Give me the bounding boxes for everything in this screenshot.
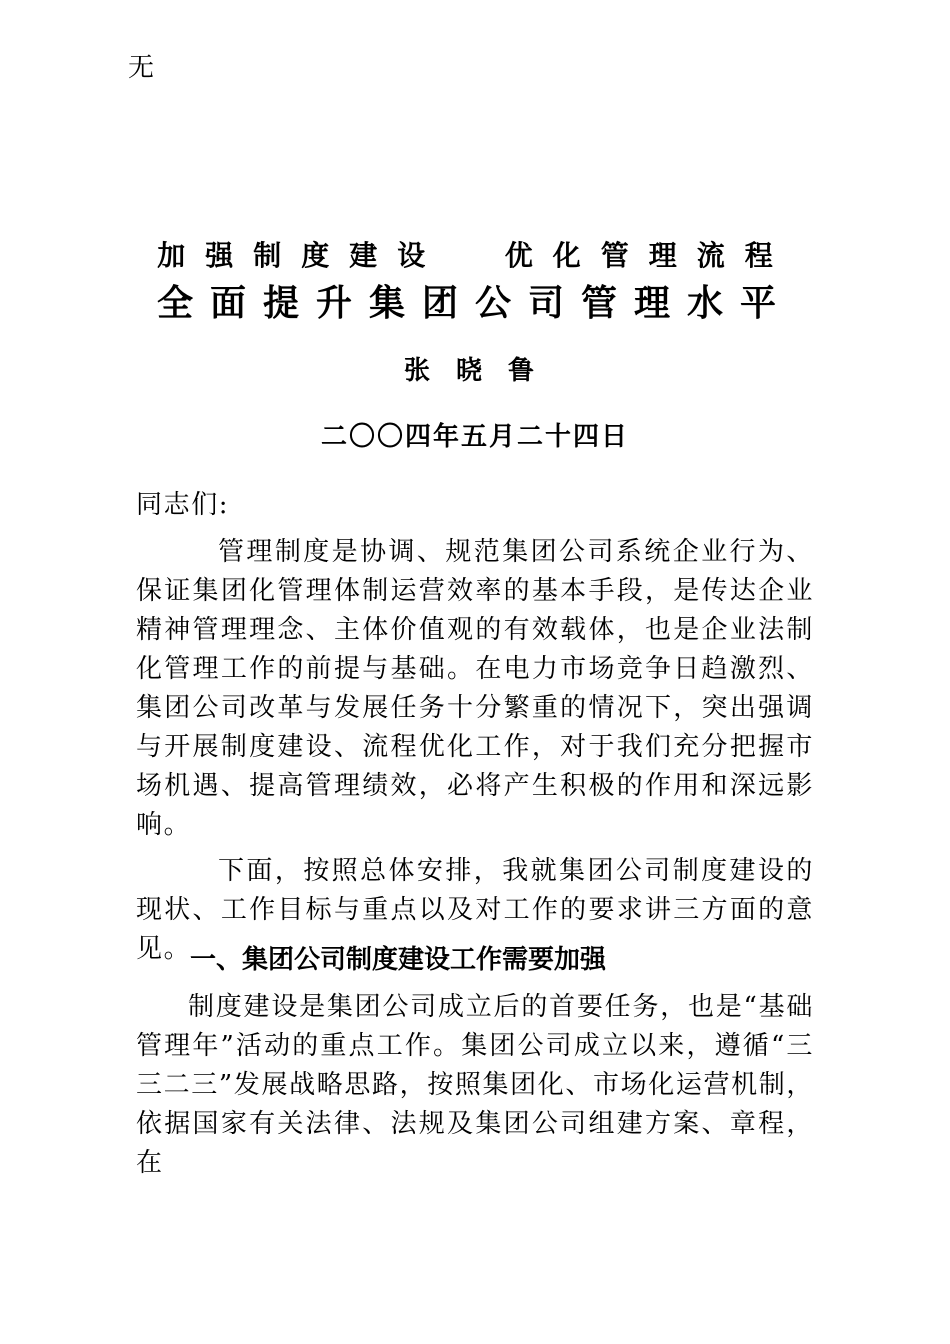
title-line-2: 全面提升集团公司管理水平 [156, 283, 793, 324]
section-paragraph: 制度建设是集团公司成立后的首要任务，也是“基础管理年”活动的重点工作。集团公司成立以来，遵循“三三二三”发展战略思路，按照集团化、市场化运营机制，依据国家有关法律、法规及集团公司组建方案、章程，在 [136, 992, 814, 1178]
greeting: 同志们: [136, 490, 230, 520]
title-line-1: 加强制度建设 优化管理流程 [157, 239, 793, 272]
header-mark: 无 [128, 53, 155, 83]
author-name: 张晓鲁 [403, 356, 560, 386]
body-paragraph-2: 下面，按照总体安排，我就集团公司制度建设的现状、工作目标与重点以及对工作的要求讲三方面的意见。 [136, 856, 814, 964]
body-paragraph-1: 管理制度是协调、规范集团公司系统企业行为、保证集团化管理体制运营效率的基本手段，是传达企业精神管理理念、主体价值观的有效载体，也是企业法制化管理工作的前提与基础。在电力市场竞争日趋激烈、集团公司改革与发展任务十分繁重的情况下，突出强调与开展制度建设、流程优化工作，对于我们充分把握市场机遇、提高管理绩效，必将产生积极的作用和深远影响。 [136, 537, 814, 840]
speech-date: 二〇〇四年五月二十四日 [320, 422, 629, 452]
section-heading: 一、集团公司制度建设工作需要加强 [190, 945, 607, 975]
